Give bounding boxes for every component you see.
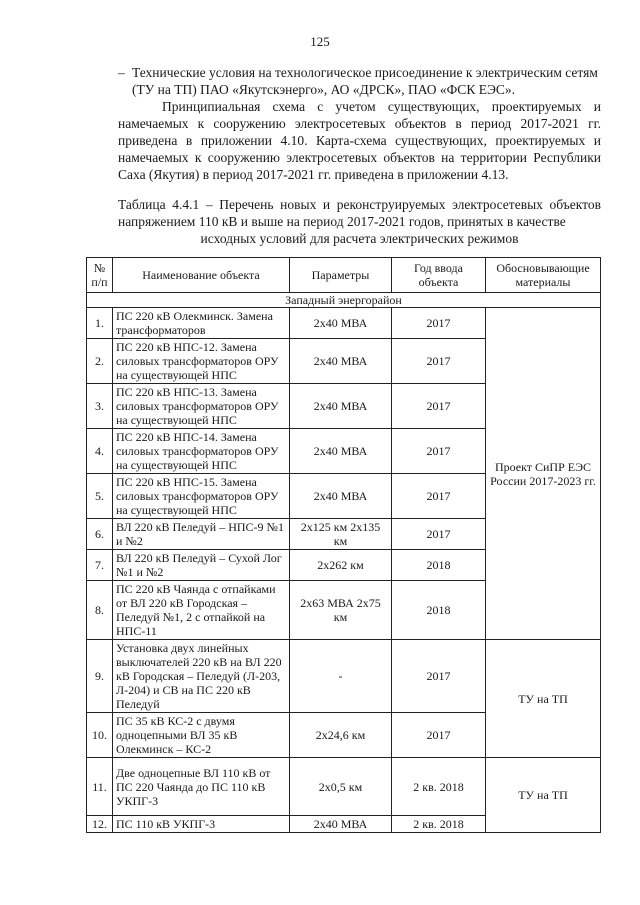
cell-year: 2 кв. 2018	[392, 758, 486, 816]
cell-name: ПС 220 кВ НПС-12. Замена силовых трансформаторов ОРУ на существующей НПС	[113, 339, 290, 384]
cell-name: ПС 220 кВ НПС-13. Замена силовых трансформаторов ОРУ на существующей НПС	[113, 384, 290, 429]
cell-name: ПС 35 кВ КС-2 с двумя одноцепными ВЛ 35 кВ Олекминск – КС-2	[113, 713, 290, 758]
cell-num: 12.	[87, 816, 113, 833]
table-row	[87, 758, 601, 816]
header-basis: Обосновывающие материалы	[486, 258, 601, 293]
cell-year: 2017	[392, 308, 486, 339]
cell-num: 11.	[87, 758, 113, 816]
cell-name: ПС 220 кВ НПС-15. Замена силовых трансформаторов ОРУ на существующей НПС	[113, 474, 290, 519]
cell-num: 4.	[87, 429, 113, 474]
table-caption-first: Таблица 4.4.1 – Перечень новых и реконструируемых электросетевых объектов напряжением 110 кВ и выше на период 2017-2021 годов, принятых в качестве	[118, 197, 601, 229]
cell-params: 2х262 км	[290, 550, 392, 581]
cell-num: 9.	[87, 640, 113, 713]
bullet-dash: –	[118, 65, 125, 80]
header-params: Параметры	[290, 258, 392, 293]
cell-name: Установка двух линейных выключателей 220 кВ на ВЛ 220 кВ Городская – Пеледуй (Л-203, Л-204) и СВ на ПС 220 кВ Пеледуй	[113, 640, 290, 713]
cell-year: 2017	[392, 474, 486, 519]
region-row	[87, 293, 601, 308]
cell-params: 2х24,6 км	[290, 713, 392, 758]
cell-name: Две одноцепные ВЛ 110 кВ от ПС 220 Чаянда до ПС 110 кВ УКПГ-3	[113, 758, 290, 816]
cell-num: 7.	[87, 550, 113, 581]
table-row	[87, 640, 601, 713]
cell-params: 2х40 МВА	[290, 308, 392, 339]
cell-num: 2.	[87, 339, 113, 384]
cell-num: 6.	[87, 519, 113, 550]
cell-year: 2017	[392, 384, 486, 429]
cell-year: 2018	[392, 550, 486, 581]
header-name: Наименование объекта	[113, 258, 290, 293]
header-num: № п/п	[87, 258, 113, 293]
cell-year: 2017	[392, 519, 486, 550]
cell-num: 1.	[87, 308, 113, 339]
region-title: Западный энергорайон	[87, 293, 601, 308]
bullet-item	[118, 64, 601, 98]
cell-year: 2 кв. 2018	[392, 816, 486, 833]
objects-table	[86, 257, 601, 833]
cell-basis-group3: ТУ на ТП	[486, 758, 601, 833]
cell-num: 8.	[87, 581, 113, 640]
cell-year: 2017	[392, 339, 486, 384]
table-caption-last: исходных условий для расчета электрических режимов	[200, 231, 519, 246]
cell-year: 2017	[392, 640, 486, 713]
cell-params: 2х0,5 км	[290, 758, 392, 816]
cell-name: ВЛ 220 кВ Пеледуй – НПС-9 №1 и №2	[113, 519, 290, 550]
cell-params: 2х40 МВА	[290, 474, 392, 519]
cell-params: 2х40 МВА	[290, 429, 392, 474]
cell-year: 2018	[392, 581, 486, 640]
cell-num: 10.	[87, 713, 113, 758]
cell-basis-group1: Проект СиПР ЕЭС России 2017-2023 гг.	[486, 308, 601, 640]
cell-year: 2017	[392, 713, 486, 758]
cell-name: ВЛ 220 кВ Пеледуй – Сухой Лог №1 и №2	[113, 550, 290, 581]
cell-name: ПС 220 кВ НПС-14. Замена силовых трансформаторов ОРУ на существующей НПС	[113, 429, 290, 474]
cell-params: 2х40 МВА	[290, 816, 392, 833]
cell-params: 2х40 МВА	[290, 384, 392, 429]
cell-name: ПС 220 кВ Чаянда с отпайками от ВЛ 220 кВ Городская – Пеледуй №1, 2 с отпайкой на НПС-11	[113, 581, 290, 640]
cell-params: 2х40 МВА	[290, 339, 392, 384]
cell-params: 2х125 км 2х135 км	[290, 519, 392, 550]
cell-params: 2х63 МВА 2х75 км	[290, 581, 392, 640]
cell-year: 2017	[392, 429, 486, 474]
table-header-row	[87, 258, 601, 293]
table-caption	[118, 196, 601, 247]
cell-name: ПС 110 кВ УКПГ-3	[113, 816, 290, 833]
table-row	[87, 308, 601, 339]
bullet-text: Технические условия на технологическое присоединение к электрическим сетям (ТУ на ТП) ПАО «Якутскэнерго», АО «ДРСК», ПАО «ФСК ЕЭС».	[132, 65, 598, 97]
cell-num: 5.	[87, 474, 113, 519]
cell-params: -	[290, 640, 392, 713]
header-year: Год ввода объекта	[392, 258, 486, 293]
cell-num: 3.	[87, 384, 113, 429]
cell-name: ПС 220 кВ Олекминск. Замена трансформаторов	[113, 308, 290, 339]
body-paragraph: Принципиальная схема с учетом существующих, проектируемых и намечаемых к сооружению электросетевых объектов в период 2017-2021 гг. приведена в приложении 4.10. Карта-схема существующих, проектируемых и намечаемых к сооружению электросетевых объектов на территории Республики Саха (Якутия) в период 2017-2021 гг. приведена в приложении 4.13.	[118, 99, 601, 182]
cell-basis-group2: ТУ на ТП	[486, 640, 601, 758]
page-number: 125	[310, 34, 330, 49]
